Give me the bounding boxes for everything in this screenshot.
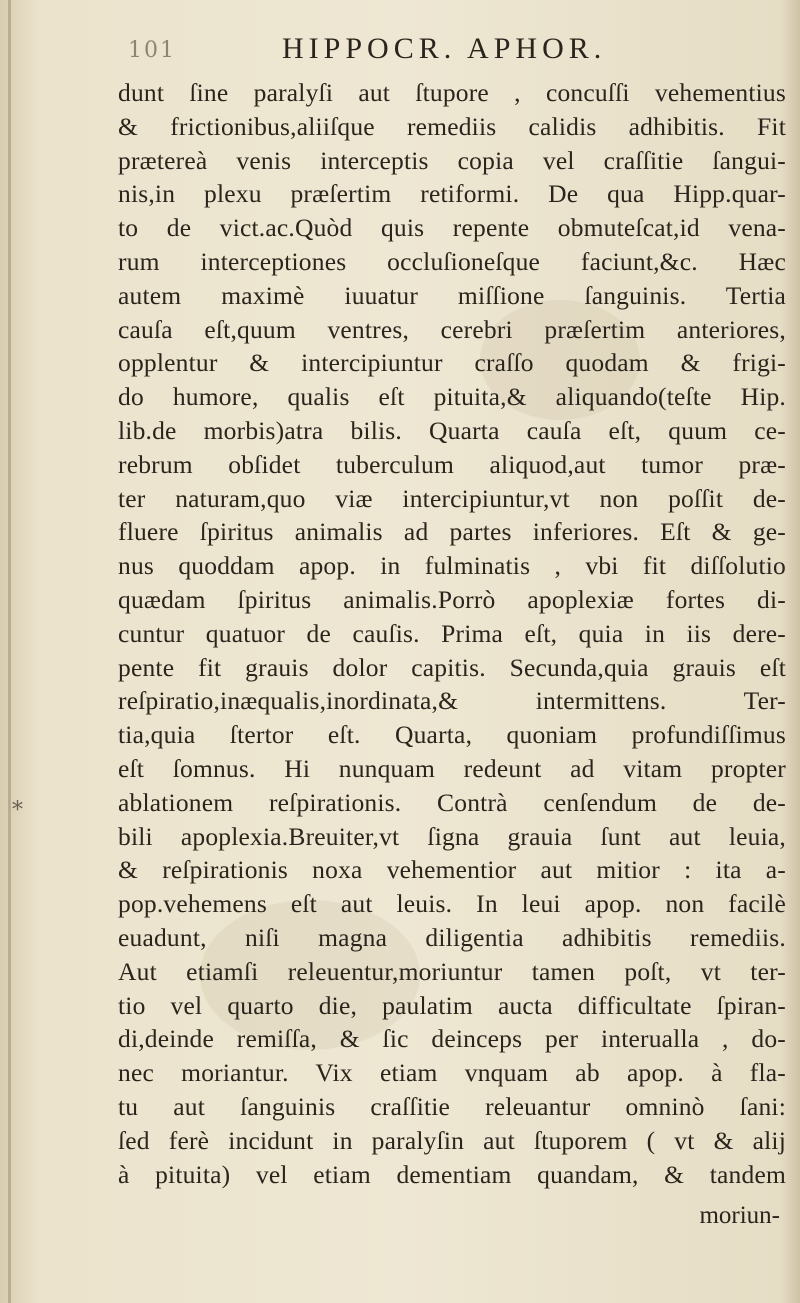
text-line: tia,quia ſtertor eſt. Quarta, quoniam profundiſſimus [118, 720, 786, 750]
page-number: 101 [128, 38, 176, 63]
text-line: & frictionibus,aliiſque remediis calidis adhibitis. Fit [118, 111, 786, 141]
text-line: euadunt, niſi magna diligentia adhibitis remediis. [118, 922, 786, 952]
text-line: & reſpirationis noxa vehementior aut mitior : ita a- [118, 855, 786, 885]
text-line: nis,in plexu præſertim retiformi. De qua Hipp.quar- [118, 179, 786, 209]
binding-gutter [8, 0, 11, 1303]
text-line: bili apoplexia.Breuiter,vt ſigna grauia ſunt aut leuia, [118, 821, 786, 851]
text-line: nec moriantur. Vix etiam vnquam ab apop. à fla- [118, 1058, 786, 1088]
catchword: moriun- [699, 1202, 780, 1229]
text-line: pop.vehemens eſt aut leuis. In leui apop. non facilè [118, 889, 786, 919]
text-line: ablationem reſpirationis. Contrà cenſendum de de- [118, 787, 786, 817]
text-line: à pituita) vel etiam dementiam quandam, & tandem [118, 1159, 786, 1189]
text-line: ſed ferè incidunt in paralyſin aut ſtuporem ( vt & alij [118, 1125, 786, 1155]
running-header [0, 28, 800, 78]
text-line: rebrum obſidet tuberculum aliquod,aut tumor præ- [118, 449, 786, 479]
text-line: do humore, qualis eſt pituita,& aliquando(teſte Hip. [118, 382, 786, 412]
text-line: dunt ſine paralyſi aut ſtupore , concuſſi vehementius [118, 78, 786, 107]
text-line: autem maximè iuuatur miſſione ſanguinis. Tertia [118, 280, 786, 310]
text-line: cuntur quatuor de cauſis. Prima eſt, quia in iis dere- [118, 618, 786, 648]
text-line: nus quoddam apop. in fulminatis , vbi fit diſſolutio [118, 551, 786, 581]
text-line: prætereà venis interceptis copia vel craſſitie ſangui- [118, 145, 786, 175]
text-line: tio vel quarto die, paulatim aucta difficultate ſpiran- [118, 990, 786, 1020]
body-text [118, 76, 786, 1191]
text-line: cauſa eſt,quum ventres, cerebri præſertim anteriores, [118, 314, 786, 344]
text-line: reſpiratio,inæqualis,inordinata,& intermittens. Ter- [118, 686, 786, 716]
text-line: Aut etiamſi releuentur,moriuntur tamen poſt, vt ter- [118, 956, 786, 986]
text-line: eſt ſomnus. Hi nunquam redeunt ad vitam propter [118, 753, 786, 783]
text-line: fluere ſpiritus animalis ad partes inferiores. Eſt & ge- [118, 517, 786, 547]
text-line: ter naturam,quo viæ intercipiuntur,vt non poſſit de- [118, 483, 786, 513]
text-line: to de vict.ac.Quòd quis repente obmuteſcat,id vena- [118, 213, 786, 243]
running-title: HIPPOCR. APHOR. [282, 32, 607, 65]
text-line: quædam ſpiritus animalis.Porrò apoplexiæ fortes di- [118, 584, 786, 614]
text-line: rum interceptiones occluſioneſque faciunt,&c. Hæc [118, 246, 786, 276]
text-line: di,deinde remiſſa, & ſic deinceps per interualla , do- [118, 1024, 786, 1054]
text-line: tu aut ſanguinis craſſitie releuantur omninò ſani: [118, 1091, 786, 1121]
margin-mark: * [12, 798, 23, 823]
text-line: pente fit grauis dolor capitis. Secunda,quia grauis eſt [118, 652, 786, 682]
text-line: opplentur & intercipiuntur craſſo quodam & frigi- [118, 348, 786, 378]
text-line: lib.de morbis)atra bilis. Quarta cauſa eſt, quum ce- [118, 415, 786, 445]
